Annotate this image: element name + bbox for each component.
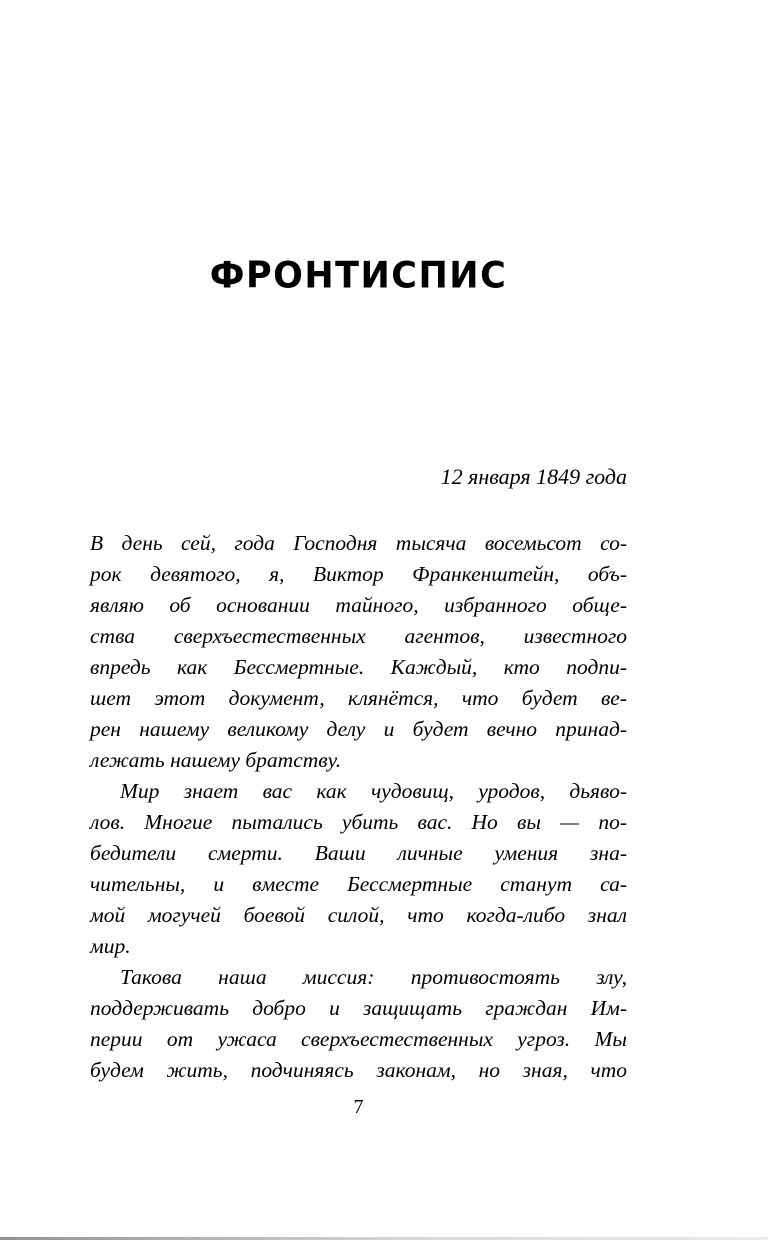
text-line: поддерживать добро и защищать граждан Им- (90, 996, 627, 1020)
text-line: бедители смерти. Ваши личные умения зна- (90, 841, 627, 865)
text-line: чительны, и вместе Бессмертные станут са- (90, 872, 627, 896)
text-line: лежать нашему братству. (90, 748, 342, 772)
paragraph-1 (90, 528, 627, 776)
text-line: перии от ужаса сверхъестественных угроз. Мы (90, 1027, 627, 1051)
paragraph-3 (90, 962, 627, 1086)
paragraph-2 (90, 776, 627, 962)
text-line: мир. (90, 934, 131, 958)
text-line: впредь как Бессмертные. Каждый, кто подпи- (90, 655, 627, 679)
text-line: Мир знает вас как чудовищ, уродов, дьяво- (120, 779, 627, 803)
text-line: Такова наша миссия: противостоять злу, (120, 965, 627, 989)
text-line: мой могучей боевой силой, что когда-либо знал (90, 903, 627, 927)
chapter-title: ФРОНТИСПИС (209, 255, 508, 297)
text-line: ства сверхъестественных агентов, известного (90, 624, 627, 648)
text-line: лов. Многие пытались убить вас. Но вы — по- (90, 810, 627, 834)
text-line: рен нашему великому делу и будет вечно принад- (90, 717, 627, 741)
date-line: 12 января 1849 года (440, 464, 627, 489)
text-line: будем жить, подчиняясь законам, но зная, что (90, 1058, 627, 1082)
page-number: 7 (353, 1096, 364, 1118)
text-line: В день сей, года Господня тысяча восемьсот со- (90, 531, 627, 555)
text-line: шет этот документ, клянётся, что будет ве- (90, 686, 627, 710)
text-line: рок девятого, я, Виктор Франкенштейн, объ- (90, 562, 627, 586)
body-text (90, 528, 627, 1086)
text-line: являю об основании тайного, избранного обще- (90, 593, 627, 617)
